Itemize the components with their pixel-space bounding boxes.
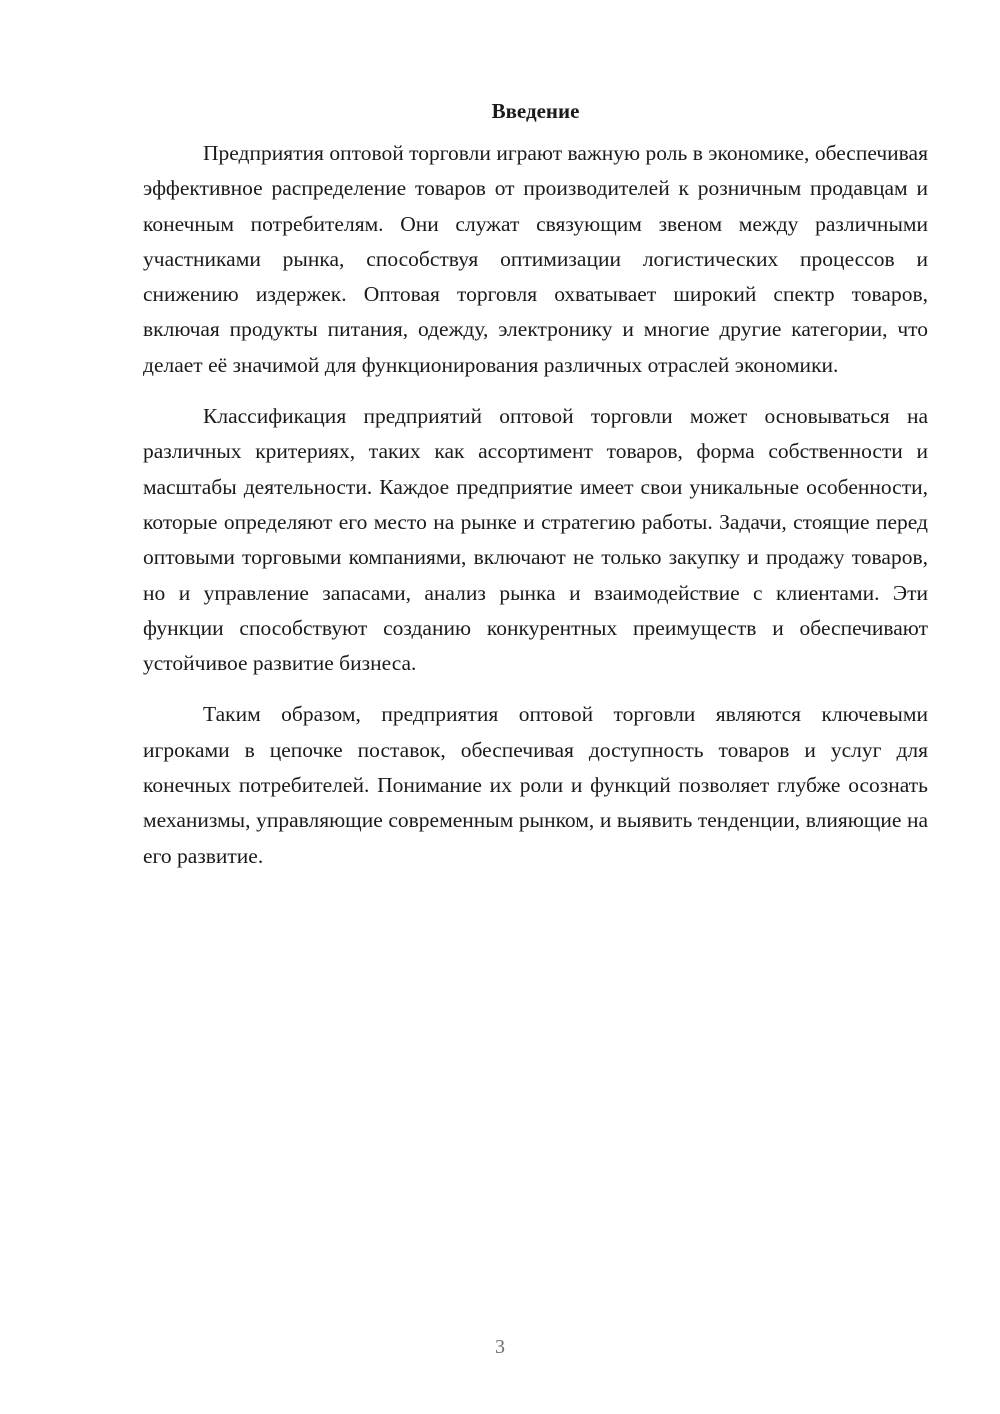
paragraph-1: Предприятия оптовой торговли играют важную роль в экономике, обеспечивая эффективное распределение товаров от производителей к розничным продавцам и конечным потребителям. Они служат связующим звеном между различными участниками рынка, способствуя оптимизации логистических процессов и снижению издержек. Оптовая торговля охватывает широкий спектр товаров, включая продукты питания, одежду, электронику и многие другие категории, что делает её значимой для функционирования различных отраслей экономики.: [143, 141, 928, 377]
paragraph-3: Таким образом, предприятия оптовой торговли являются ключевыми игроками в цепочке поставок, обеспечивая доступность товаров и услуг для конечных потребителей. Понимание их роли и функций позволяет глубже осознать механизмы, управляющие современным рынком, и выявить тенденции, влияющие на его развитие.: [143, 702, 928, 868]
paragraph-2: Классификация предприятий оптовой торговли может основываться на различных критериях, таких как ассортимент товаров, форма собственности и масштабы деятельности. Каждое предприятие имеет свои уникальные особенности, которые определяют его место на рынке и стратегию работы. Задачи, стоящие перед оптовыми торговыми компаниями, включают не только закупку и продажу товаров, но и управление запасами, анализ рынка и взаимодействие с клиентами. Эти функции способствуют созданию конкурентных преимуществ и обеспечивают устойчивое развитие бизнеса.: [143, 404, 928, 676]
document-body: [143, 96, 928, 890]
page-number: 3: [495, 1336, 505, 1358]
section-title: Введение: [491, 99, 580, 123]
